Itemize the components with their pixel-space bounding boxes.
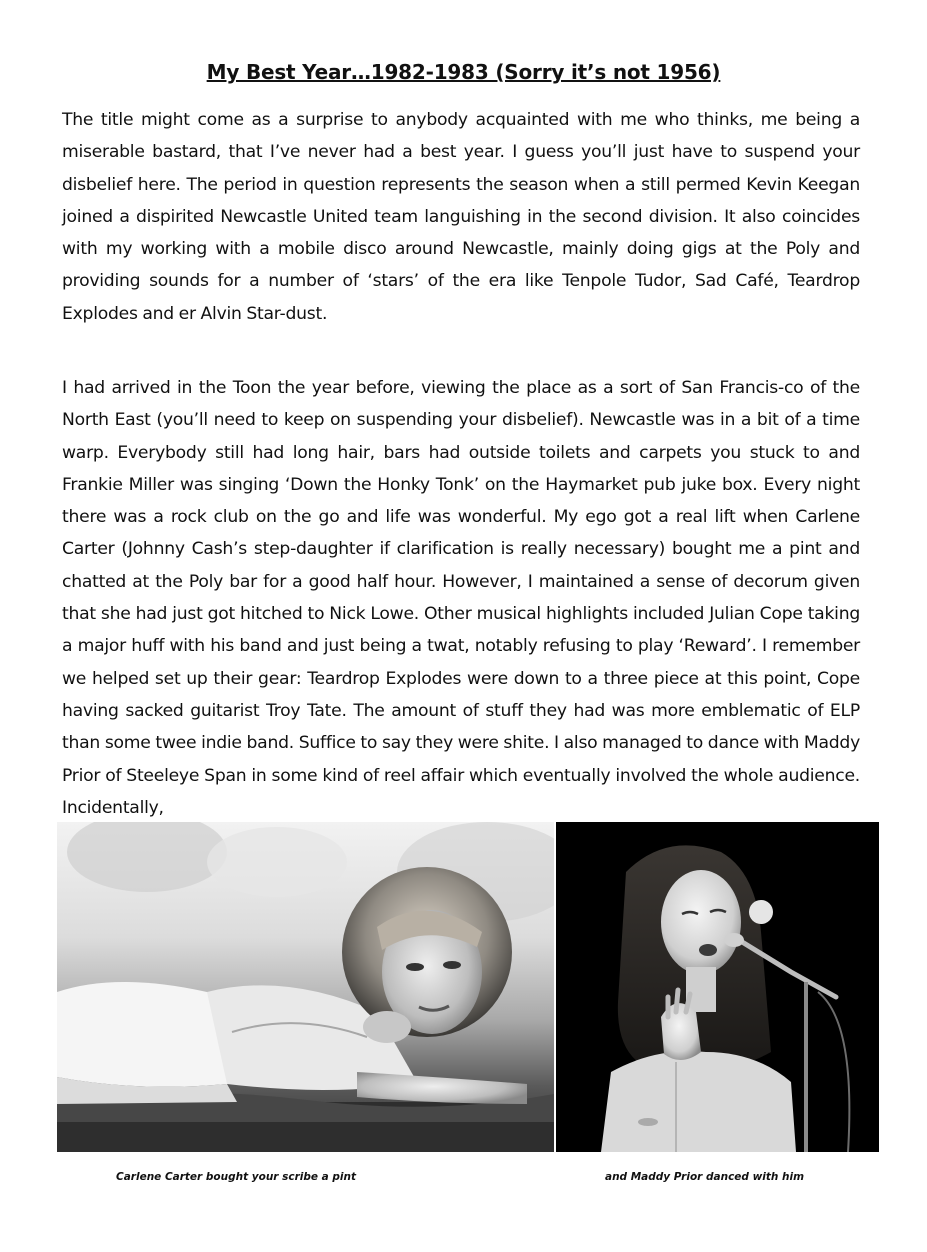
maddy-prior-photo — [556, 822, 879, 1152]
photo-caption-maddy: and Maddy Prior danced with him — [605, 1171, 805, 1183]
body-paragraph-2: I had arrived in the Toon the year before, viewing the place as a sort of San Francis-co of the North East (you’ll need to keep on suspending your disbelief). Newcastle was in a bit of a time warp. Everybody still had long hair, bars had outside toilets and carpets you stuck to and Frankie Miller was singing ‘Down the Honky Tonk’ on the Haymarket pub juke box. Every night there was a rock club on the go and life was wonderful. My ego got a real lift when Carlene Carter (Johnny Cash’s step-daughter if clarification is really necessary) bought me a pint and chatted at the Poly bar for a good half hour. However, I maintained a sense of decorum given that she had just got hitched to Nick Lowe. Other musical highlights included Julian Cope taking a major huff with his band and just being a twat, notably refusing to play ‘Reward’. I remember we helped set up their gear: Teardrop Explodes were down to a three piece at this point, Cope having sacked guitarist Troy Tate. The amount of stuff they had was more emblematic of ELP than some twee indie band. Suffice to say they were shite. I also managed to dance with Maddy Prior of Steeleye Span in some kind of reel affair which eventually involved the whole audience. Incidentally, — [62, 378, 860, 818]
photo-caption-carlene: Carlene Carter bought your scribe a pint — [116, 1171, 357, 1183]
page-title: My Best Year…1982-1983 (Sorry it’s not 1956) — [206, 60, 721, 84]
body-paragraph-1: The title might come as a surprise to anybody acquainted with me who thinks, me being a miserable bastard, that I’ve never had a best year. I guess you’ll just have to suspend your disbelief here. The period in question represents the season when a still permed Kevin Keegan joined a dispirited Newcastle United team languishing in the second division. It also coincides with my working with a mobile disco around Newcastle, mainly doing gigs at the Poly and providing sounds for a number of ‘stars’ of the era like Tenpole Tudor, Sad Café, Teardrop Explodes and er Alvin Star-dust. — [62, 110, 860, 324]
carlene-carter-photo — [57, 822, 554, 1152]
